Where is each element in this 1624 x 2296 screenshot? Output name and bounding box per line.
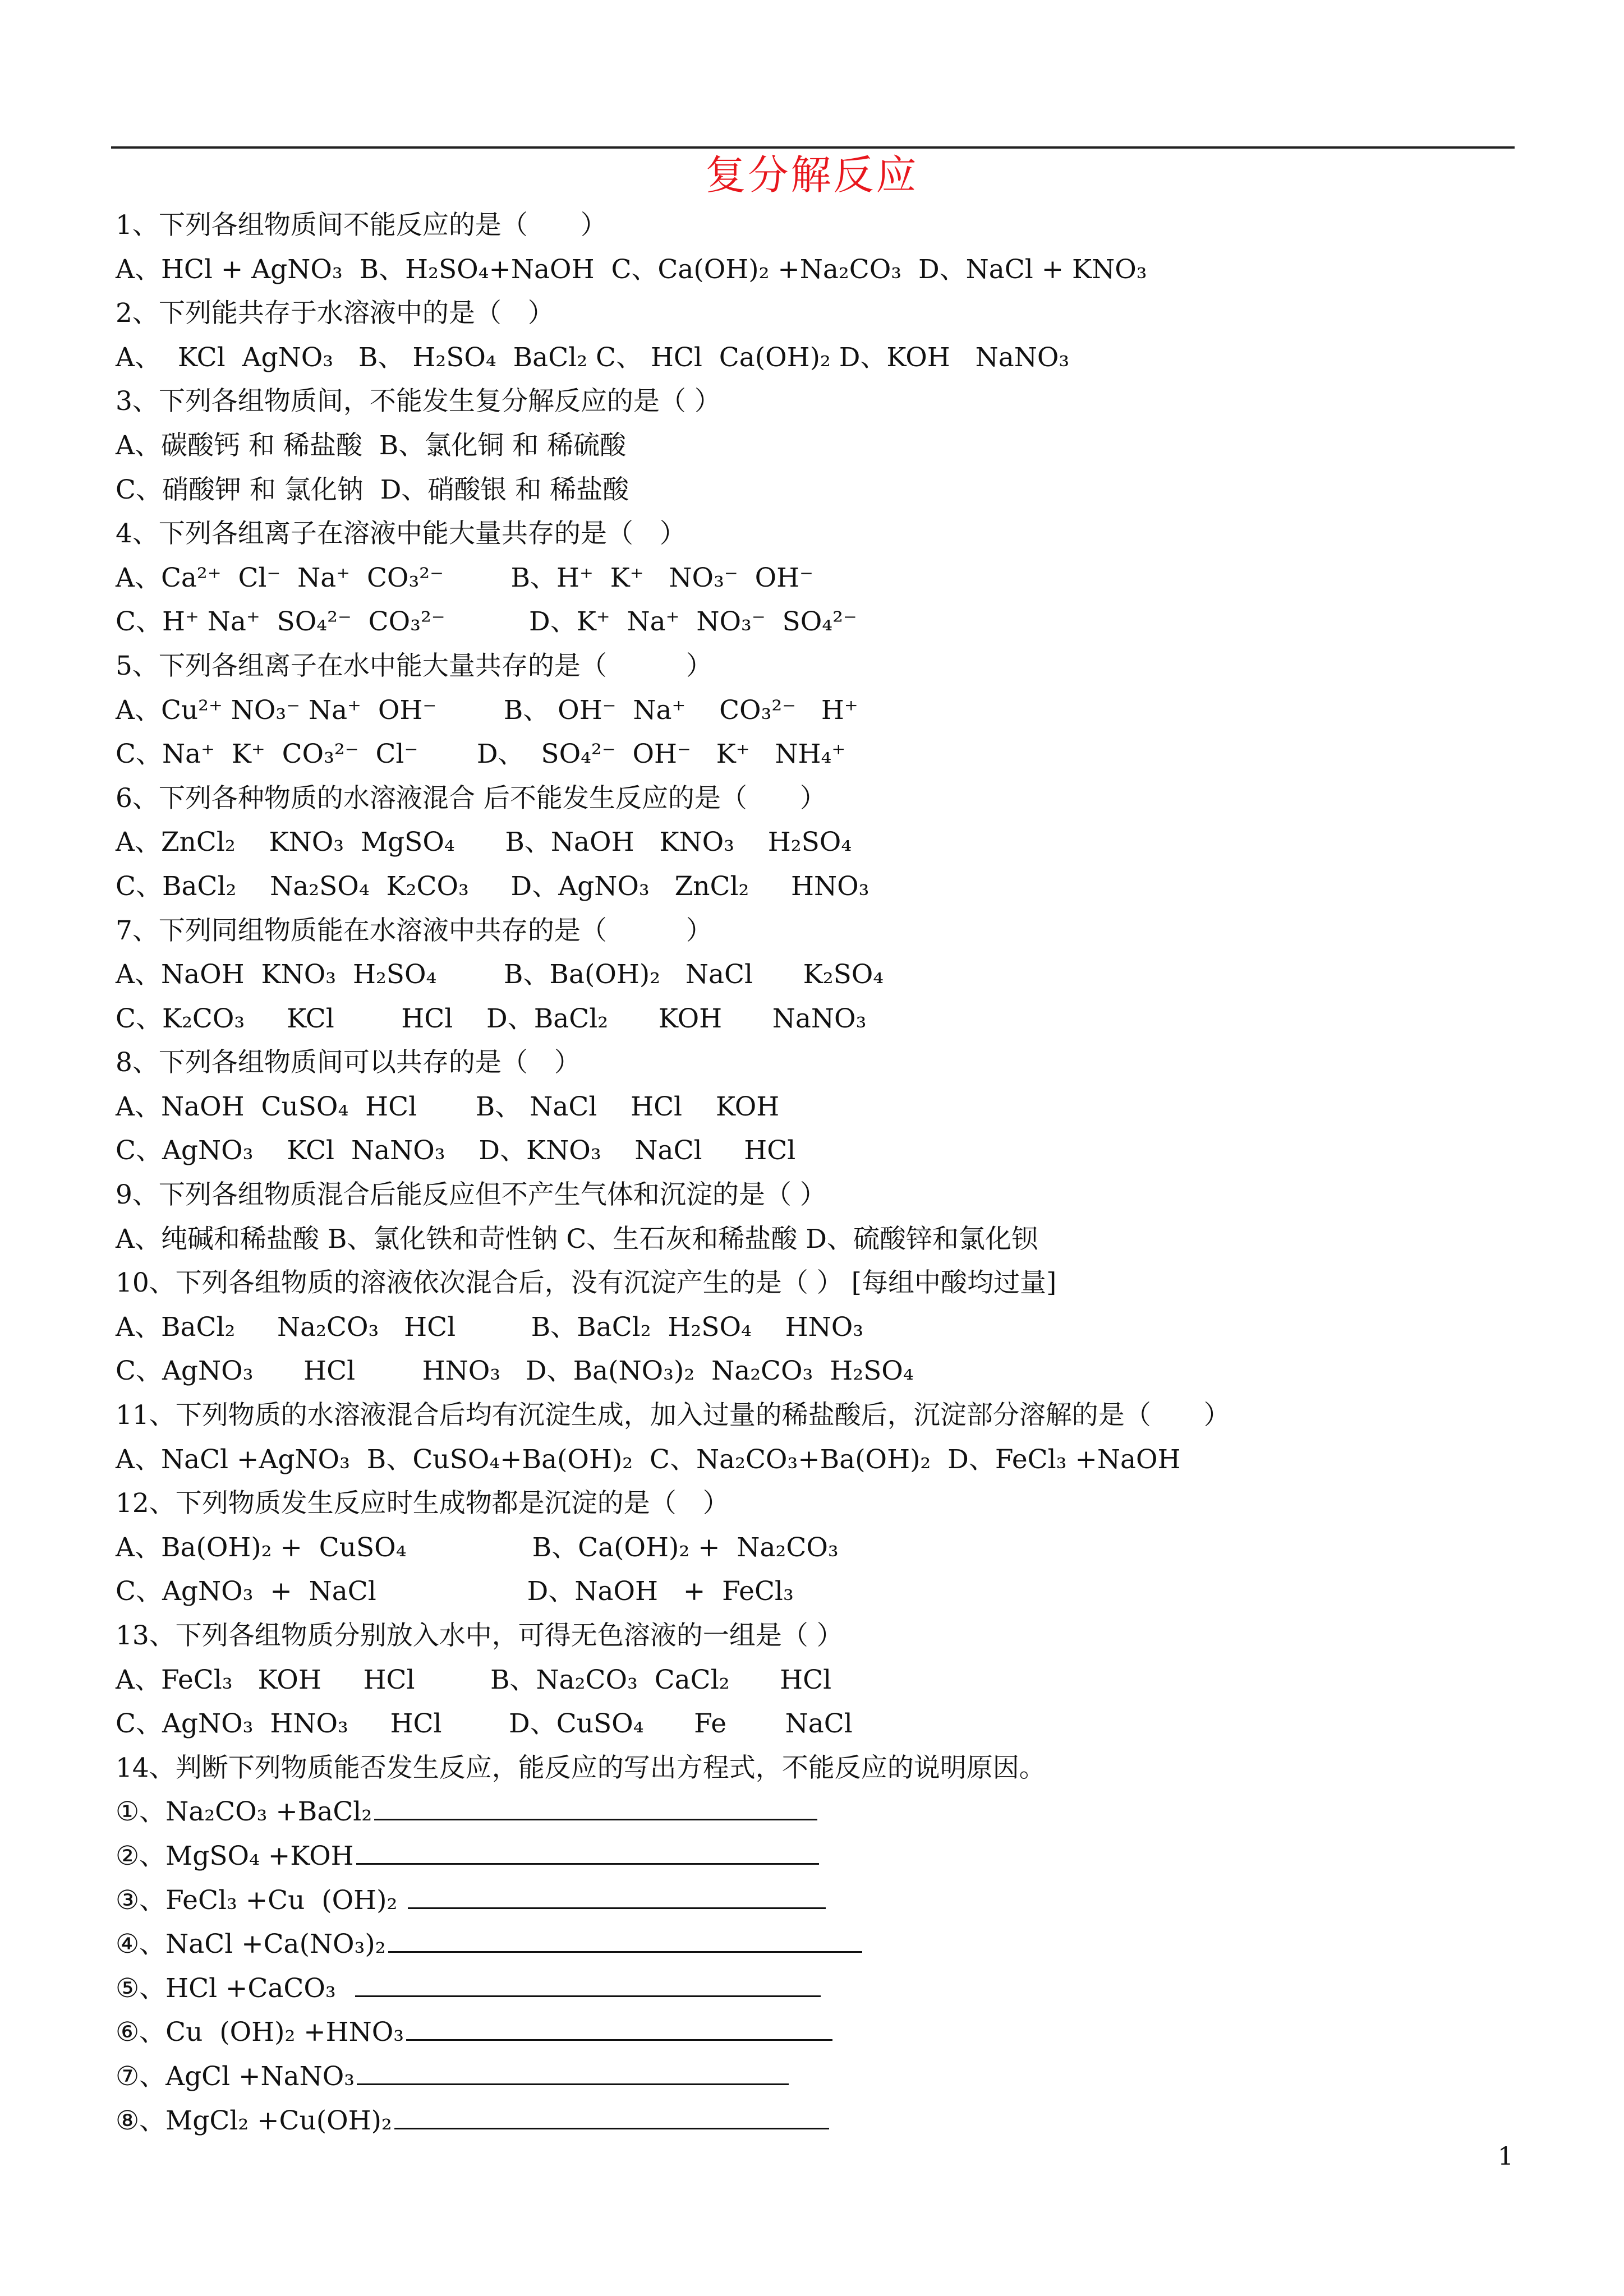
q10-options-cd: C、AgNO₃ HCl HNO₃ D、Ba(NO₃)₂ Na₂CO₃ H₂SO₄	[116, 1356, 914, 1387]
q10-options-ab: A、BaCl₂ Na₂CO₃ HCl B、BaCl₂ H₂SO₄ HNO₃	[116, 1311, 864, 1343]
question-2: 2、下列能共存于水溶液中的是（ ）	[116, 298, 554, 329]
q4-options-cd: C、H⁺ Na⁺ SO₄²⁻ CO₃²⁻ D、K⁺ Na⁺ NO₃⁻ SO₄²⁻	[116, 606, 857, 638]
q7-options-cd: C、K₂CO₃ KCl HCl D、BaCl₂ KOH NaNO₃	[116, 1003, 867, 1034]
question-9: 9、下列各组物质混合后能反应但不产生气体和沉淀的是（ ）	[116, 1179, 826, 1211]
q11-options: A、NaCl +AgNO₃ B、CuSO₄+Ba(OH)₂ C、Na₂CO₃+Ba(OH)₂ D、FeCl₃ +NaOH	[116, 1444, 1181, 1475]
question-8: 8、下列各组物质间可以共存的是（ ）	[116, 1047, 581, 1078]
q7-options-ab: A、NaOH KNO₃ H₂SO₄ B、Ba(OH)₂ NaCl K₂SO₄	[116, 959, 884, 990]
question-6: 6、下列各种物质的水溶液混合 后不能发生反应的是（ ）	[116, 782, 826, 814]
question-4: 4、下列各组离子在溶液中能大量共存的是（ ）	[116, 518, 686, 550]
q13-options-ab: A、FeCl₃ KOH HCl B、Na₂CO₃ CaCl₂ HCl	[116, 1664, 832, 1695]
q8-options-ab: A、NaOH CuSO₄ HCl B、 NaCl HCl KOH	[116, 1091, 780, 1122]
q9-options: A、纯碱和稀盐酸 B、氯化铁和苛性钠 C、生石灰和稀盐酸 D、硫酸锌和氯化钡	[116, 1223, 1038, 1255]
answer-blank[interactable]	[394, 2100, 829, 2129]
answer-blank[interactable]	[355, 1967, 821, 1997]
q8-options-cd: C、AgNO₃ KCl NaNO₃ D、KNO₃ NaCl HCl	[116, 1135, 796, 1167]
q14-item-2: ②、MgSO₄ +KOH	[116, 1834, 1507, 1879]
answer-blank[interactable]	[356, 1835, 819, 1865]
q14-item-5: ⑤、HCl +CaCO₃	[116, 1967, 1507, 2011]
question-5: 5、下列各组离子在水中能大量共存的是（ ）	[116, 650, 712, 681]
question-13: 13、下列各组物质分别放入水中，可得无色溶液的一组是（ ）	[116, 1620, 843, 1651]
q14-item-3: ③、FeCl₃ +Cu (OH)₂	[116, 1879, 1507, 1923]
q14-item-7: ⑦、AgCl +NaNO₃	[116, 2055, 1507, 2099]
q1-options: A、HCl + AgNO₃ B、H₂SO₄+NaOH C、Ca(OH)₂ +Na₂CO₃ D、NaCl + KNO₃	[116, 253, 1147, 285]
q2-options: A、 KCl AgNO₃ B、 H₂SO₄ BaCl₂ C、 HCl Ca(OH)₂ D、KOH NaNO₃	[116, 342, 1070, 373]
q3-options-ab: A、碳酸钙 和 稀盐酸 B、氯化铜 和 稀硫酸	[116, 430, 627, 461]
q6-options-ab: A、ZnCl₂ KNO₃ MgSO₄ B、NaOH KNO₃ H₂SO₄	[116, 827, 852, 858]
q3-options-cd: C、硝酸钾 和 氯化钠 D、硝酸银 和 稀盐酸	[116, 474, 629, 505]
answer-blank[interactable]	[408, 1879, 826, 1909]
answer-blank[interactable]	[374, 1791, 817, 1820]
q14-item-6: ⑥、Cu (OH)₂ +HNO₃	[116, 2011, 1507, 2055]
worksheet-body	[116, 204, 1507, 2143]
question-14: 14、判断下列物质能否发生反应，能反应的写出方程式，不能反应的说明原因。	[116, 1752, 1046, 1783]
q5-options-cd: C、Na⁺ K⁺ CO₃²⁻ Cl⁻ D、 SO₄²⁻ OH⁻ K⁺ NH₄⁺	[116, 739, 846, 770]
q14-item-1: ①、Na₂CO₃ +BaCl₂	[116, 1790, 1507, 1834]
q14-item-8: ⑧、MgCl₂ +Cu(OH)₂	[116, 2099, 1507, 2143]
q4-options-ab: A、Ca²⁺ Cl⁻ Na⁺ CO₃²⁻ B、H⁺ K⁺ NO₃⁻ OH⁻	[116, 562, 813, 593]
answer-blank[interactable]	[388, 1923, 862, 1953]
q14-item-4: ④、NaCl +Ca(NO₃)₂	[116, 1922, 1507, 1967]
page-title: 复分解反应	[705, 151, 919, 199]
question-11: 11、下列物质的水溶液混合后均有沉淀生成，加入过量的稀盐酸后，沉淀部分溶解的是（ ）	[116, 1400, 1230, 1431]
answer-blank[interactable]	[406, 2011, 832, 2041]
question-7: 7、下列同组物质能在水溶液中共存的是（ ）	[116, 915, 712, 946]
question-12: 12、下列物质发生反应时生成物都是沉淀的是（ ）	[116, 1488, 729, 1519]
question-1: 1、下列各组物质间不能反应的是（ ）	[116, 210, 607, 241]
question-10: 10、下列各组物质的溶液依次混合后，没有沉淀产生的是（ ） [每组中酸均过量]	[116, 1267, 1057, 1299]
q13-options-cd: C、AgNO₃ HNO₃ HCl D、CuSO₄ Fe NaCl	[116, 1708, 853, 1740]
question-3: 3、下列各组物质间，不能发生复分解反应的是（ ）	[116, 386, 721, 417]
answer-blank[interactable]	[357, 2055, 789, 2085]
q12-options-cd: C、AgNO₃ + NaCl D、NaOH + FeCl₃	[116, 1576, 794, 1607]
q6-options-cd: C、BaCl₂ Na₂SO₄ K₂CO₃ D、AgNO₃ ZnCl₂ HNO₃	[116, 870, 869, 902]
page-number: 1	[1498, 2142, 1513, 2171]
q12-options-ab: A、Ba(OH)₂ + CuSO₄ B、Ca(OH)₂ + Na₂CO₃	[116, 1532, 839, 1563]
q5-options-ab: A、Cu²⁺ NO₃⁻ Na⁺ OH⁻ B、 OH⁻ Na⁺ CO₃²⁻ H⁺	[116, 694, 858, 726]
